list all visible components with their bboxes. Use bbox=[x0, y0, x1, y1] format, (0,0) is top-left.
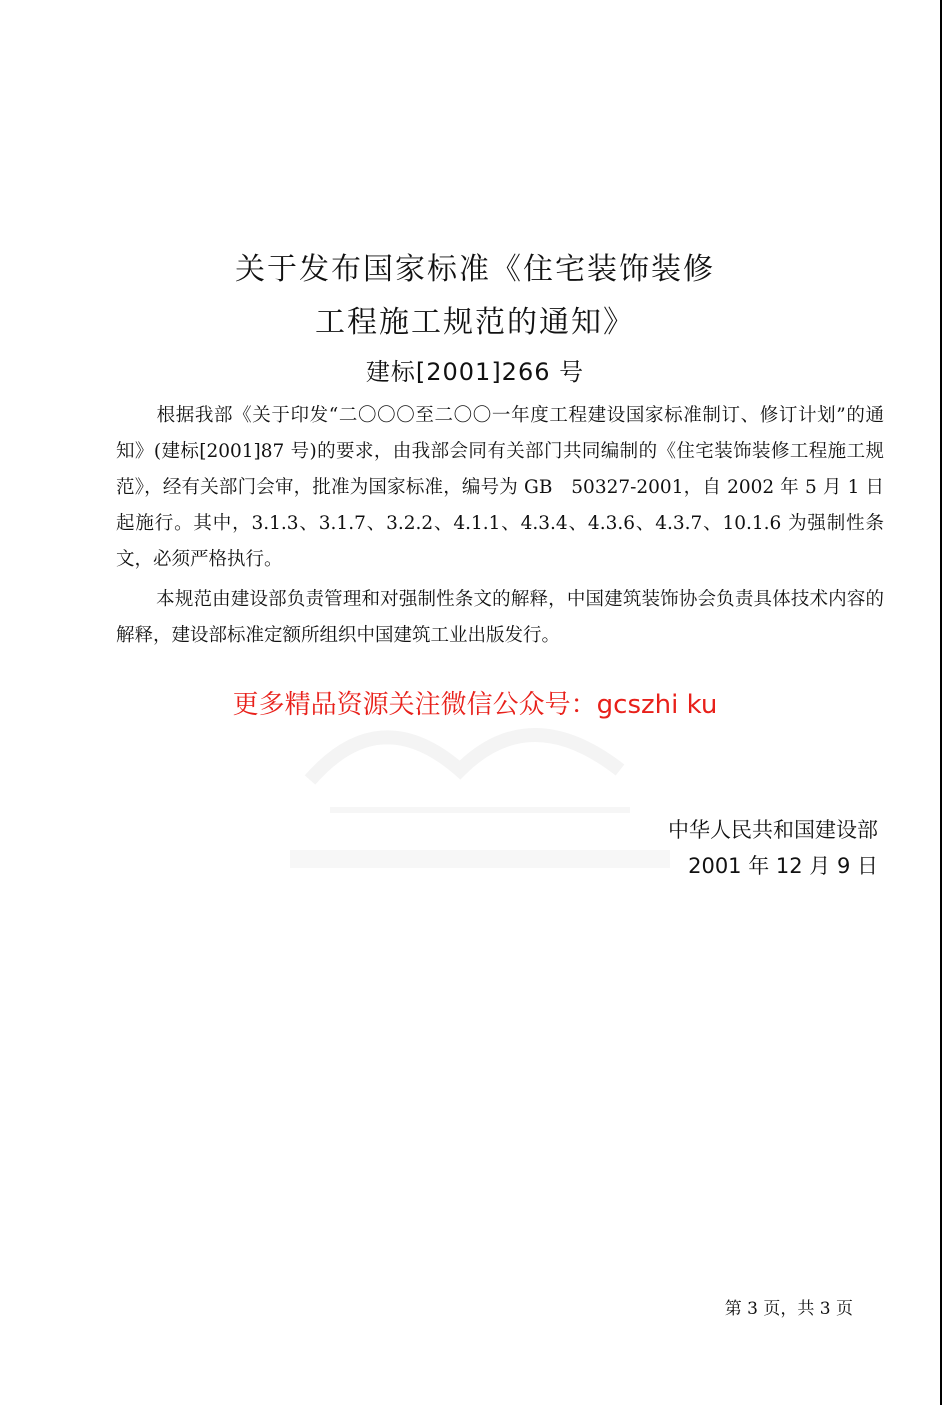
notice-title-line-2: 工程施工规范的通知》 bbox=[315, 305, 635, 340]
right-border-line bbox=[940, 0, 942, 1405]
promo-banner-text: 更多精品资源关注微信公众号：gcszhi ku bbox=[232, 690, 718, 720]
signer-organization: 中华人民共和国建设部 bbox=[668, 818, 878, 842]
body-paragraph-1 bbox=[116, 398, 884, 578]
signature-block bbox=[668, 812, 878, 884]
document-number: 建标[2001]266 号 bbox=[365, 358, 585, 386]
body-paragraph-1-text: 根据我部《关于印发“二〇〇〇至二〇〇一年度工程建设国家标准制订、修订计划”的通知》(建标[2001]87 号)的要求，由我部会同有关部门共同编制的《住宅装饰装修工程施工规范》，经有关部门会审，批准为国家标准，编号为 GB 50327-2001，自 2002 年 5 月 1 日起施行。其中，3.1.3、3.1.7、3.2.2、4.1.1、4.3.4、4.3.6、4.3.7、10.1.6 为强制性条文，必须严格执行。 bbox=[116, 405, 884, 570]
signing-date: 2001 年 12 月 9 日 bbox=[688, 854, 878, 878]
body-paragraph-2 bbox=[116, 582, 884, 654]
page-number-footer: 第 3 页，共 3 页 bbox=[724, 1299, 853, 1319]
body-paragraph-2-text: 本规范由建设部负责管理和对强制性条文的解释，中国建筑装饰协会负责具体技术内容的解释，建设部标准定额所组织中国建筑工业出版发行。 bbox=[116, 589, 884, 646]
notice-title-line-1: 关于发布国家标准《住宅装饰装修 bbox=[235, 252, 715, 287]
